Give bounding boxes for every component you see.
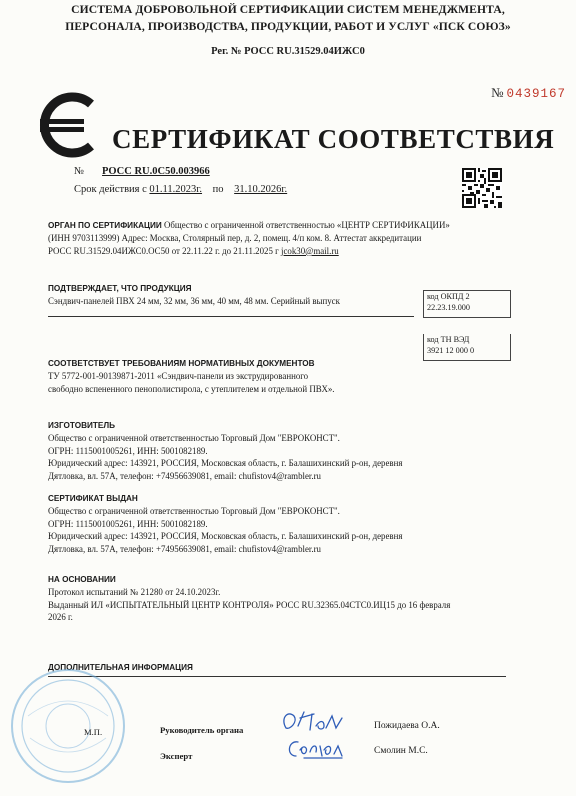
requirements-heading: СООТВЕТСТВУЕТ ТРЕБОВАНИЯМ НОРМАТИВНЫХ ДОКУМЕНТОВ <box>48 359 315 368</box>
qr-code-icon <box>462 168 502 208</box>
head-of-body-label: Руководитель органа <box>160 725 244 735</box>
okpd-value: 22.23.19.000 <box>427 302 470 312</box>
issued-to-section <box>48 493 506 555</box>
tnved-code-box <box>423 334 511 361</box>
issued-to-line-2: ОГРН: 1115001005261, ИНН: 5001082189. <box>48 518 208 529</box>
additional-info-heading: ДОПОЛНИТЕЛЬНАЯ ИНФОРМАЦИЯ <box>48 663 193 672</box>
certification-body-line-1: Общество с ограниченной ответственностью «ЦЕНТР СЕРТИФИКАЦИИ» <box>163 220 450 230</box>
certificate-number <box>74 166 210 177</box>
valid-from: 01.11.2023г. <box>149 184 203 195</box>
divider <box>48 316 414 317</box>
manufacturer-section <box>48 420 506 482</box>
certification-body-line-3: РОСС RU.31529.04ИЖС0.ОС50 от 22.11.22 г. до 21.11.2025 г <box>48 245 279 256</box>
serial-number <box>491 85 566 101</box>
certificate-number-label: № <box>74 166 85 177</box>
manufacturer-line-3: Юридический адрес: 143921, РОССИЯ, Московская область, г. Балашихинский р-он, деревня <box>48 458 403 469</box>
registration-number: Рег. № РОСС RU.31529.04ИЖС0 <box>211 46 365 57</box>
head-of-body-name: Пожидаева О.А. <box>374 721 440 731</box>
certification-body-heading: ОРГАН ПО СЕРТИФИКАЦИИ <box>48 221 162 230</box>
tnved-value: 3921 12 000 0 <box>427 345 475 355</box>
certification-logo-icon <box>36 92 102 158</box>
page-title: СЕРТИФИКАТ СООТВЕТСТВИЯ <box>112 124 555 154</box>
certificate-number-value: РОСС RU.0С50.003966 <box>102 166 210 177</box>
validity-mid: по <box>212 184 224 195</box>
header-line-1: СИСТЕМА ДОБРОВОЛЬНОЙ СЕРТИФИКАЦИИ СИСТЕМ МЕНЕДЖМЕНТА, <box>71 3 505 16</box>
issued-to-line-4: Дятловка, вл. 57А, телефон: +74956639081, email: chufistov4@rambler.ru <box>48 543 321 554</box>
certification-body-email: jcok30@mail.ru <box>281 245 339 256</box>
product-section <box>48 283 408 308</box>
manufacturer-line-4: Дятловка, вл. 57А, телефон: +74956639081, email: chufistov4@rambler.ru <box>48 470 321 481</box>
requirements-section <box>48 358 506 395</box>
basis-line-2: Выданный ИЛ «ИСПЫТАТЕЛЬНЫЙ ЦЕНТР КОНТРОЛЯ» РОСС RU.32365.04СТС0.ИЦ15 до 16 февраля <box>48 599 451 610</box>
header-line-2: ПЕРСОНАЛА, ПРОИЗВОДСТВА, ПРОДУКЦИИ, РАБОТ И УСЛУГ «ПСК СОЮЗ» <box>65 20 511 33</box>
issued-to-line-3: Юридический адрес: 143921, РОССИЯ, Московская область, г. Балашихинский р-он, деревня <box>48 531 403 542</box>
serial-number-value: 0439167 <box>506 87 566 101</box>
okpd-code-box <box>423 290 511 318</box>
expert-name: Смолин М.С. <box>374 746 428 756</box>
manufacturer-line-2: ОГРН: 1115001005261, ИНН: 5001082189. <box>48 445 208 456</box>
certification-body-section <box>48 219 506 257</box>
issued-to-line-1: Общество с ограниченной ответственностью Торговый Дом "ЕВРОКОНСТ". <box>48 506 340 517</box>
tnved-label: код ТН ВЭД <box>427 335 470 344</box>
requirements-line-1: ТУ 5772-001-90139871-2011 «Сэндвич-панели из экструдированного <box>48 371 309 382</box>
valid-to: 31.10.2026г. <box>234 184 288 195</box>
basis-line-3: 2026 г. <box>48 612 73 623</box>
issued-to-heading: СЕРТИФИКАТ ВЫДАН <box>48 494 138 503</box>
expert-signature-icon <box>284 734 350 764</box>
basis-section <box>48 574 506 624</box>
expert-label: Эксперт <box>160 751 193 761</box>
product-heading: ПОДТВЕРЖДАЕТ, ЧТО ПРОДУКЦИЯ <box>48 284 192 293</box>
basis-line-1: Протокол испытаний № 21280 от 24.10.2023г. <box>48 587 221 598</box>
requirements-line-2: свободно вспененного пенополистирола, с утеплителем и отдельной ПВХ». <box>48 383 335 394</box>
okpd-label: код ОКПД 2 <box>427 292 470 301</box>
seal-place-label: М.П. <box>84 727 103 737</box>
basis-heading: НА ОСНОВАНИИ <box>48 575 116 584</box>
validity-period <box>74 184 287 195</box>
manufacturer-heading: ИЗГОТОВИТЕЛЬ <box>48 421 115 430</box>
stamp-seal-icon <box>8 666 128 786</box>
validity-prefix: Срок действия с <box>74 184 147 195</box>
certification-body-line-2: (ИНН 9703113999) Адрес: Москва, Столярный пер, д. 2, помещ. 4/п ком. 8. Аттестат аккредитации <box>48 233 422 244</box>
manufacturer-line-1: Общество с ограниченной ответственностью Торговый Дом "ЕВРОКОНСТ". <box>48 433 340 444</box>
product-text: Сэндвич-панелей ПВХ 24 мм, 32 мм, 36 мм, 40 мм, 48 мм. Серийный выпуск <box>48 296 340 307</box>
serial-number-label: № <box>491 85 504 100</box>
